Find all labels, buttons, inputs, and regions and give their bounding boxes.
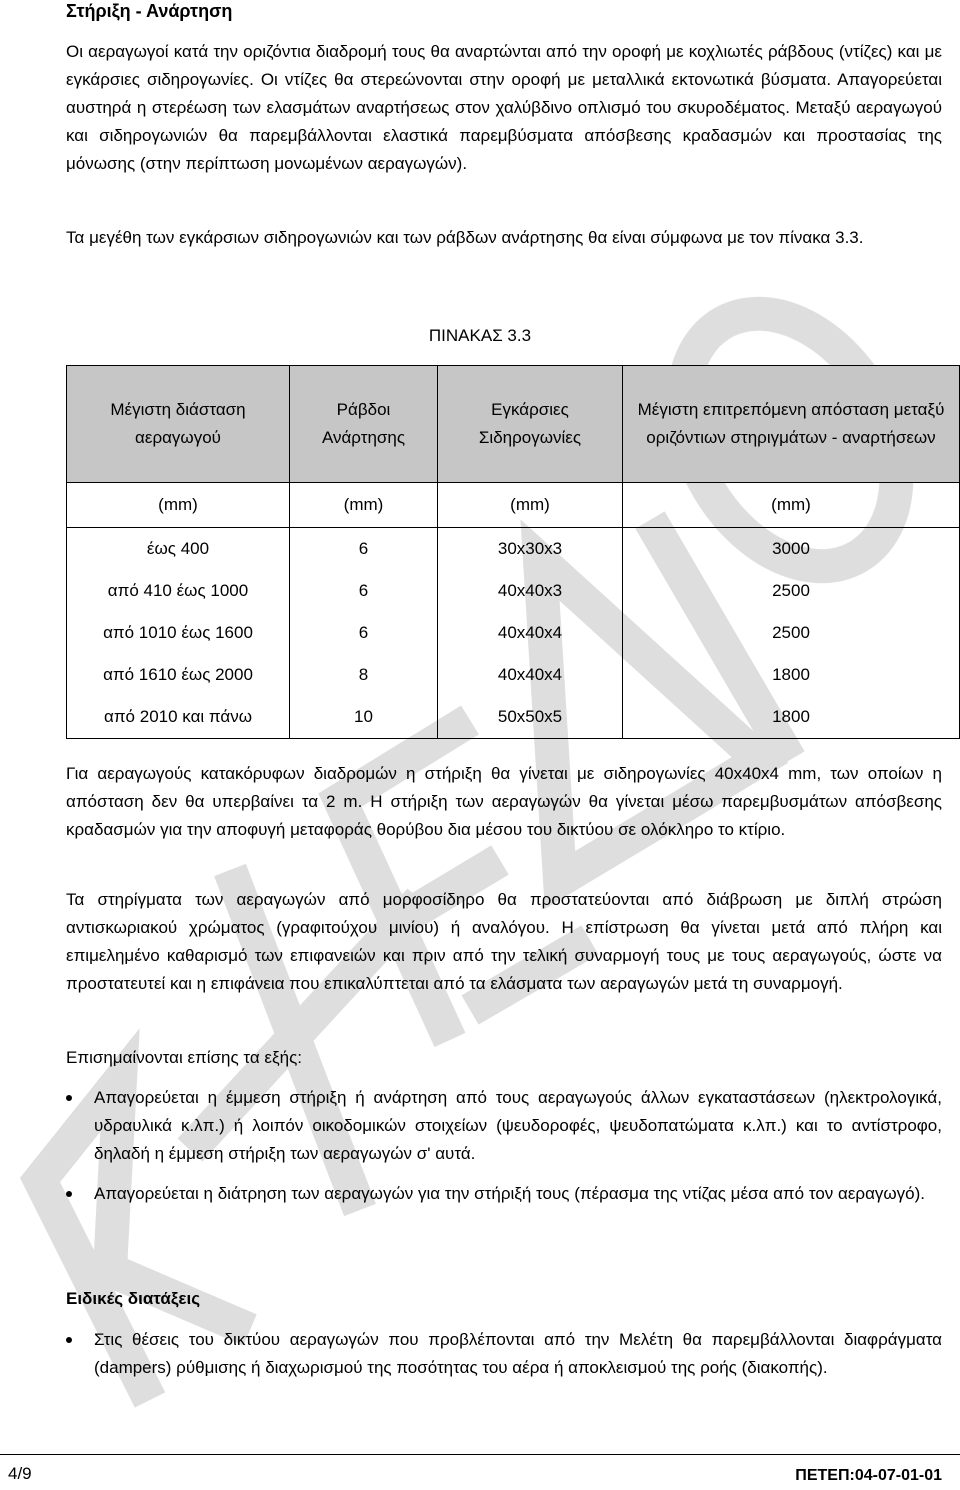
cell-duct-size: από 1010 έως 1600 [67, 612, 290, 654]
cell-spacing: 1800 [623, 654, 960, 696]
cell-angle: 30x30x3 [438, 528, 623, 571]
bullet-icon [66, 1337, 72, 1343]
unit-cell: (mm) [67, 483, 290, 528]
list-item-text: Απαγορεύεται η έμμεση στήριξη ή ανάρτηση από τους αεραγωγούς άλλων εγκαταστάσεων (ηλεκτρολογικά, υδραυλικά κ.λπ.) ή λοιπόν οικοδομικών στοιχείων (ψευδοροφές, ψευδοπατώματα κ.λπ.) και το αντίστροφο, δηλαδή η έμμεση στήριξη των αεραγωγών σ' αυτά. [94, 1088, 942, 1163]
cell-spacing: 2500 [623, 570, 960, 612]
table-row [67, 654, 960, 696]
cell-angle: 40x40x4 [438, 612, 623, 654]
cell-angle: 40x40x4 [438, 654, 623, 696]
list-item-text: Στις θέσεις του δικτύου αεραγωγών που προβλέπονται από την Μελέτη θα παρεμβάλλονται διαφράγματα (dampers) ρύθμισης ή διαχωρισμού της ποσότητας του αέρα ή αποκλεισμού της ροής (διακοπής). [94, 1330, 942, 1377]
cell-rod: 6 [290, 612, 438, 654]
cell-duct-size: από 410 έως 1000 [67, 570, 290, 612]
cell-spacing: 2500 [623, 612, 960, 654]
page-number: 4/9 [8, 1464, 32, 1483]
table-row [67, 528, 960, 571]
cell-rod: 8 [290, 654, 438, 696]
list-item-text: Απαγορεύεται η διάτρηση των αεραγωγών για την στήριξή τους (πέρασμα της ντίζας μέσα από τον αεραγωγό). [94, 1184, 926, 1203]
list-item [66, 1326, 942, 1382]
paragraph-corrosion-protection: Τα στηρίγματα των αεραγωγών από μορφοσίδηρο θα προστατεύονται από διάβρωση με διπλή στρώση αντισκωριακού χρώματος (γραφιτούχου μινίου) ή αναλόγου. Η επίστρωση θα γίνεται μετά από πλήρη και επιμελημένο καθαρισμό των επιφανειών και πριν από την τελική συναρμογή τους με τους αεραγωγούς, ώστε να προστατευτεί και η επιφάνεια που επικαλύπτεται από τα ελάσματα των αεραγωγών μετά τη συναρμογή. [66, 890, 942, 993]
footer-divider [0, 1454, 960, 1455]
table-caption: ΠΙΝΑΚΑΣ 3.3 [428, 326, 532, 345]
unit-cell: (mm) [623, 483, 960, 528]
cell-duct-size: από 2010 και πάνω [67, 696, 290, 739]
header-max-duct-dimension: Μέγιστη διάσταση αεραγωγού [67, 366, 290, 483]
paragraph-table-reference: Τα μεγέθη των εγκάρσιων σιδηρογωνιών και των ράβδων ανάρτησης θα είναι σύμφωνα με τον πίνακα 3.3. [66, 228, 864, 247]
header-cross-angles: Εγκάρσιες Σιδηρογωνίες [438, 366, 623, 483]
cell-rod: 6 [290, 570, 438, 612]
cell-angle: 40x40x3 [438, 570, 623, 612]
hanger-sizes-table [66, 365, 960, 739]
paragraph-notes-intro: Επισημαίνονται επίσης τα εξής: [66, 1048, 302, 1067]
cell-spacing: 3000 [623, 528, 960, 571]
header-hanger-rods: Ράβδοι Ανάρτησης [290, 366, 438, 483]
table-row [67, 612, 960, 654]
cell-spacing: 1800 [623, 696, 960, 739]
paragraph-support: Οι αεραγωγοί κατά την οριζόντια διαδρομή τους θα αναρτώνται από την οροφή με κοχλιωτές ράβδους (ντίζες) και με εγκάρσιες σιδηρογωνίες. Οι ντίζες θα στερεώνονται στην οροφή με μεταλλικά εκτονωτικά βύσματα. Απαγορεύεται αυστηρά η στερέωση των ελασμάτων αναρτήσεως στον χαλύβδινο οπλισμό του σκυροδέματος. Μεταξύ αεραγωγού και σιδηρογωνιών θα παρεμβάλλονται ελαστικά παρεμβύσματα απόσβεσης κραδασμών και προστασίας της μόνωσης (στην περίπτωση μονωμένων αεραγωγών). [66, 42, 942, 173]
list-item [66, 1084, 942, 1168]
table-row [67, 570, 960, 612]
cell-rod: 6 [290, 528, 438, 571]
table-header-row [67, 366, 960, 483]
cell-angle: 50x50x5 [438, 696, 623, 739]
cell-rod: 10 [290, 696, 438, 739]
units-row [67, 483, 960, 528]
unit-cell: (mm) [438, 483, 623, 528]
section-title: Στήριξη - Ανάρτηση [66, 1, 233, 21]
bullet-icon [66, 1095, 72, 1101]
document-code: ΠΕΤΕΠ:04-07-01-01 [795, 1467, 942, 1484]
unit-cell: (mm) [290, 483, 438, 528]
header-max-support-spacing: Μέγιστη επιτρεπόμενη απόσταση μεταξύ οριζόντιων στηριγμάτων - αναρτήσεων [623, 366, 960, 483]
cell-duct-size: από 1610 έως 2000 [67, 654, 290, 696]
bullet-icon [66, 1191, 72, 1197]
paragraph-vertical-ducts: Για αεραγωγούς κατακόρυφων διαδρομών η στήριξη θα γίνεται με σιδηρογωνίες 40x40x4 mm, των οποίων η απόσταση δεν θα υπερβαίνει τα 2 m. Η στήριξη των αεραγωγών θα γίνεται μέσω παρεμβυσμάτων απόσβεσης κραδασμών για την αποφυγή μεταφοράς θορύβου δια μέσου του δικτύου σε ολόκληρο το κτίριο. [66, 764, 942, 839]
table-row [67, 696, 960, 739]
special-rules-list [66, 1326, 942, 1394]
special-provisions-title: Ειδικές διατάξεις [66, 1289, 201, 1308]
list-item [66, 1180, 942, 1208]
cell-duct-size: έως 400 [67, 528, 290, 571]
general-rules-list [66, 1084, 942, 1220]
